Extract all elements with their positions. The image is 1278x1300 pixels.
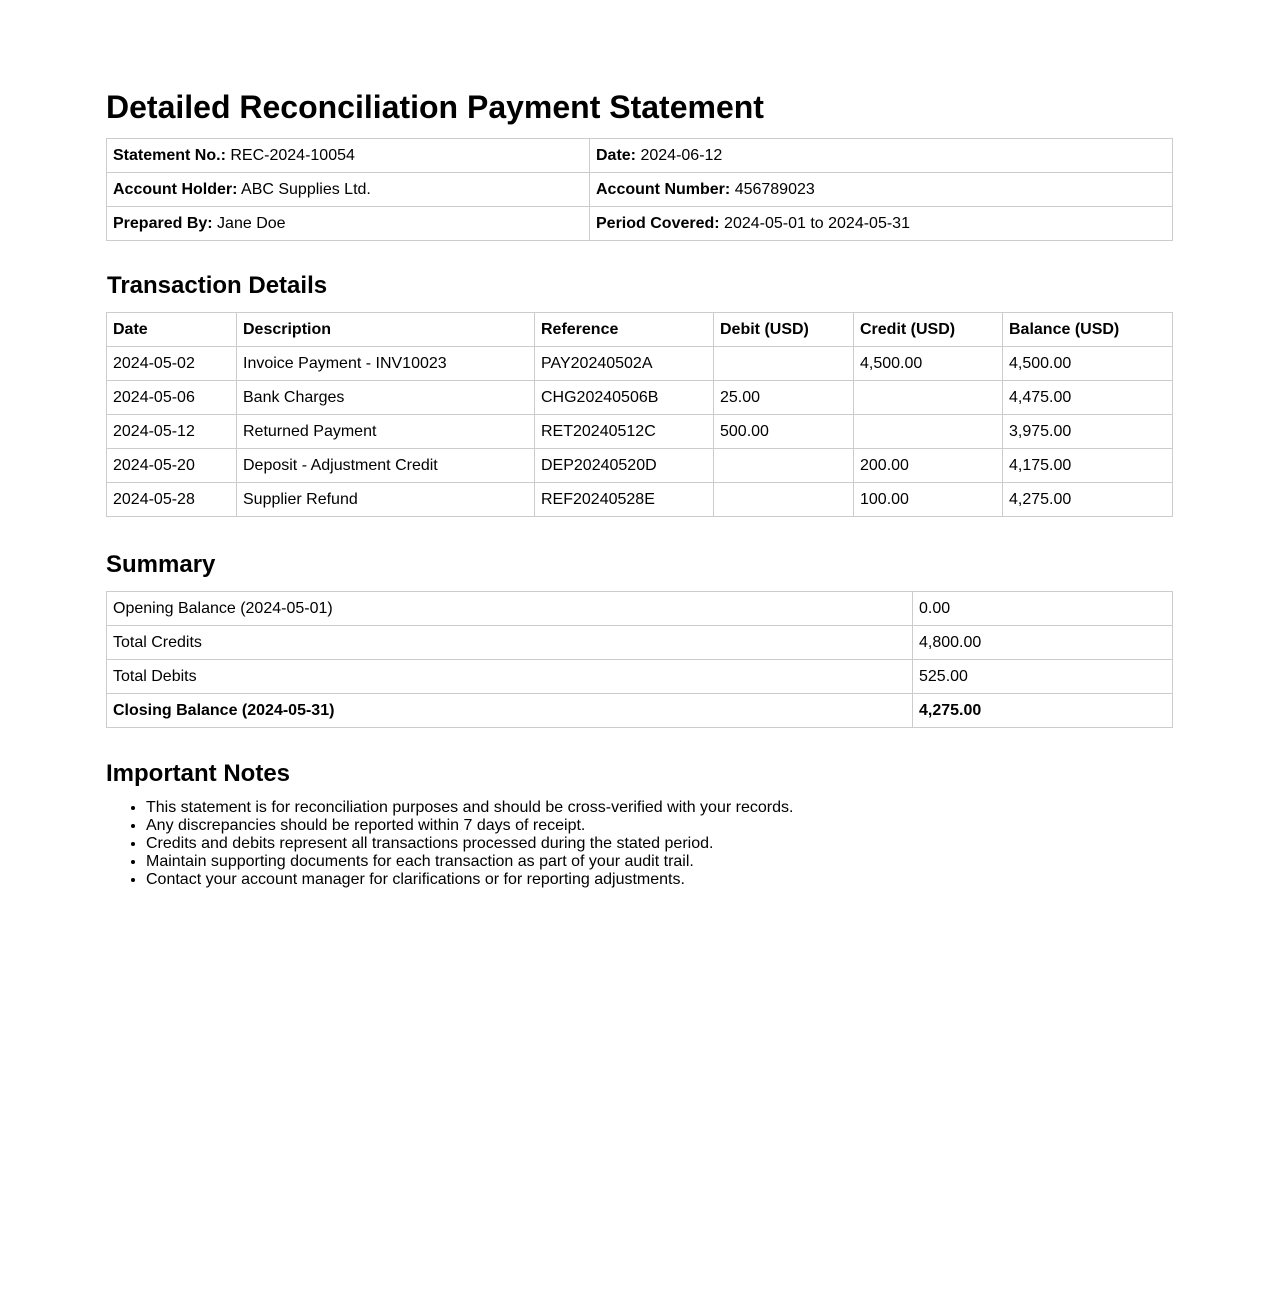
list-item: • Maintain supporting documents for each transaction as part of your audit trail. bbox=[146, 853, 793, 871]
info-cell-statement-no bbox=[107, 139, 590, 173]
table-row bbox=[107, 449, 1173, 483]
statement-info-table bbox=[106, 138, 1173, 241]
page-title: Detailed Reconciliation Payment Statement bbox=[106, 89, 764, 125]
cell-description: Bank Charges bbox=[237, 381, 535, 415]
column-header-reference: Reference bbox=[535, 313, 714, 347]
table-row bbox=[107, 347, 1173, 381]
cell-date: 2024-05-20 bbox=[107, 449, 237, 483]
info-cell-date bbox=[590, 139, 1173, 173]
cell-credit bbox=[854, 381, 1003, 415]
summary-row-total-debits bbox=[107, 660, 1173, 694]
cell-date: 2024-05-28 bbox=[107, 483, 237, 517]
column-header-credit: Credit (USD) bbox=[854, 313, 1003, 347]
cell-date: 2024-05-02 bbox=[107, 347, 237, 381]
summary-value: 525.00 bbox=[913, 660, 1173, 694]
important-notes-heading: Important Notes bbox=[106, 760, 291, 787]
cell-date: 2024-05-12 bbox=[107, 415, 237, 449]
cell-reference: REF20240528E bbox=[535, 483, 714, 517]
list-item: • Credits and debits represent all transactions processed during the stated period. bbox=[146, 835, 793, 853]
cell-debit: 500.00 bbox=[714, 415, 854, 449]
cell-balance: 3,975.00 bbox=[1003, 415, 1173, 449]
list-item: • Contact your account manager for clarifications or for reporting adjustments. bbox=[146, 871, 793, 889]
info-label: Date: bbox=[596, 146, 637, 164]
info-value: REC-2024-10054 bbox=[230, 146, 355, 164]
summary-label: Closing Balance (2024-05-31) bbox=[107, 694, 913, 728]
list-item: • Any discrepancies should be reported within 7 days of receipt. bbox=[146, 817, 793, 835]
info-cell-period-covered bbox=[590, 207, 1173, 241]
info-value: Jane Doe bbox=[217, 214, 286, 232]
info-label: Account Number: bbox=[596, 180, 731, 198]
cell-description: Deposit - Adjustment Credit bbox=[237, 449, 535, 483]
column-header-description: Description bbox=[237, 313, 535, 347]
summary-heading: Summary bbox=[106, 551, 216, 578]
cell-credit: 100.00 bbox=[854, 483, 1003, 517]
info-label: Prepared By: bbox=[113, 214, 213, 232]
cell-debit bbox=[714, 347, 854, 381]
cell-credit: 200.00 bbox=[854, 449, 1003, 483]
table-row bbox=[107, 483, 1173, 517]
cell-reference: PAY20240502A bbox=[535, 347, 714, 381]
info-cell-account-holder bbox=[107, 173, 590, 207]
table-row bbox=[107, 415, 1173, 449]
summary-row-opening-balance bbox=[107, 592, 1173, 626]
cell-debit: 25.00 bbox=[714, 381, 854, 415]
cell-reference: CHG20240506B bbox=[535, 381, 714, 415]
info-row bbox=[107, 139, 1173, 173]
transaction-table bbox=[106, 312, 1173, 517]
cell-reference: RET20240512C bbox=[535, 415, 714, 449]
cell-debit bbox=[714, 449, 854, 483]
info-label: Period Covered: bbox=[596, 214, 720, 232]
column-header-date: Date bbox=[107, 313, 237, 347]
cell-balance: 4,500.00 bbox=[1003, 347, 1173, 381]
summary-value: 4,800.00 bbox=[913, 626, 1173, 660]
cell-credit bbox=[854, 415, 1003, 449]
cell-description: Invoice Payment - INV10023 bbox=[237, 347, 535, 381]
info-cell-prepared-by bbox=[107, 207, 590, 241]
summary-label: Opening Balance (2024-05-01) bbox=[107, 592, 913, 626]
cell-description: Returned Payment bbox=[237, 415, 535, 449]
info-cell-account-number bbox=[590, 173, 1173, 207]
list-item: • This statement is for reconciliation purposes and should be cross-verified with your records. bbox=[146, 799, 793, 817]
transaction-details-heading: Transaction Details bbox=[107, 272, 328, 299]
transaction-header-row bbox=[107, 313, 1173, 347]
cell-reference: DEP20240520D bbox=[535, 449, 714, 483]
info-value: 456789023 bbox=[734, 180, 815, 198]
column-header-balance: Balance (USD) bbox=[1003, 313, 1173, 347]
table-row bbox=[107, 381, 1173, 415]
cell-balance: 4,275.00 bbox=[1003, 483, 1173, 517]
summary-label: Total Debits bbox=[107, 660, 913, 694]
notes-list bbox=[106, 799, 793, 889]
cell-date: 2024-05-06 bbox=[107, 381, 237, 415]
info-row bbox=[107, 173, 1173, 207]
cell-description: Supplier Refund bbox=[237, 483, 535, 517]
info-value: 2024-06-12 bbox=[640, 146, 723, 164]
info-value: 2024-05-01 to 2024-05-31 bbox=[724, 214, 910, 232]
cell-debit bbox=[714, 483, 854, 517]
summary-value: 4,275.00 bbox=[913, 694, 1173, 728]
cell-balance: 4,175.00 bbox=[1003, 449, 1173, 483]
column-header-debit: Debit (USD) bbox=[714, 313, 854, 347]
info-value: ABC Supplies Ltd. bbox=[241, 180, 371, 198]
summary-row-closing-balance bbox=[107, 694, 1173, 728]
info-row bbox=[107, 207, 1173, 241]
summary-table bbox=[106, 591, 1173, 728]
cell-balance: 4,475.00 bbox=[1003, 381, 1173, 415]
summary-label: Total Credits bbox=[107, 626, 913, 660]
cell-credit: 4,500.00 bbox=[854, 347, 1003, 381]
info-label: Statement No.: bbox=[113, 146, 226, 164]
summary-value: 0.00 bbox=[913, 592, 1173, 626]
info-label: Account Holder: bbox=[113, 180, 238, 198]
summary-row-total-credits bbox=[107, 626, 1173, 660]
